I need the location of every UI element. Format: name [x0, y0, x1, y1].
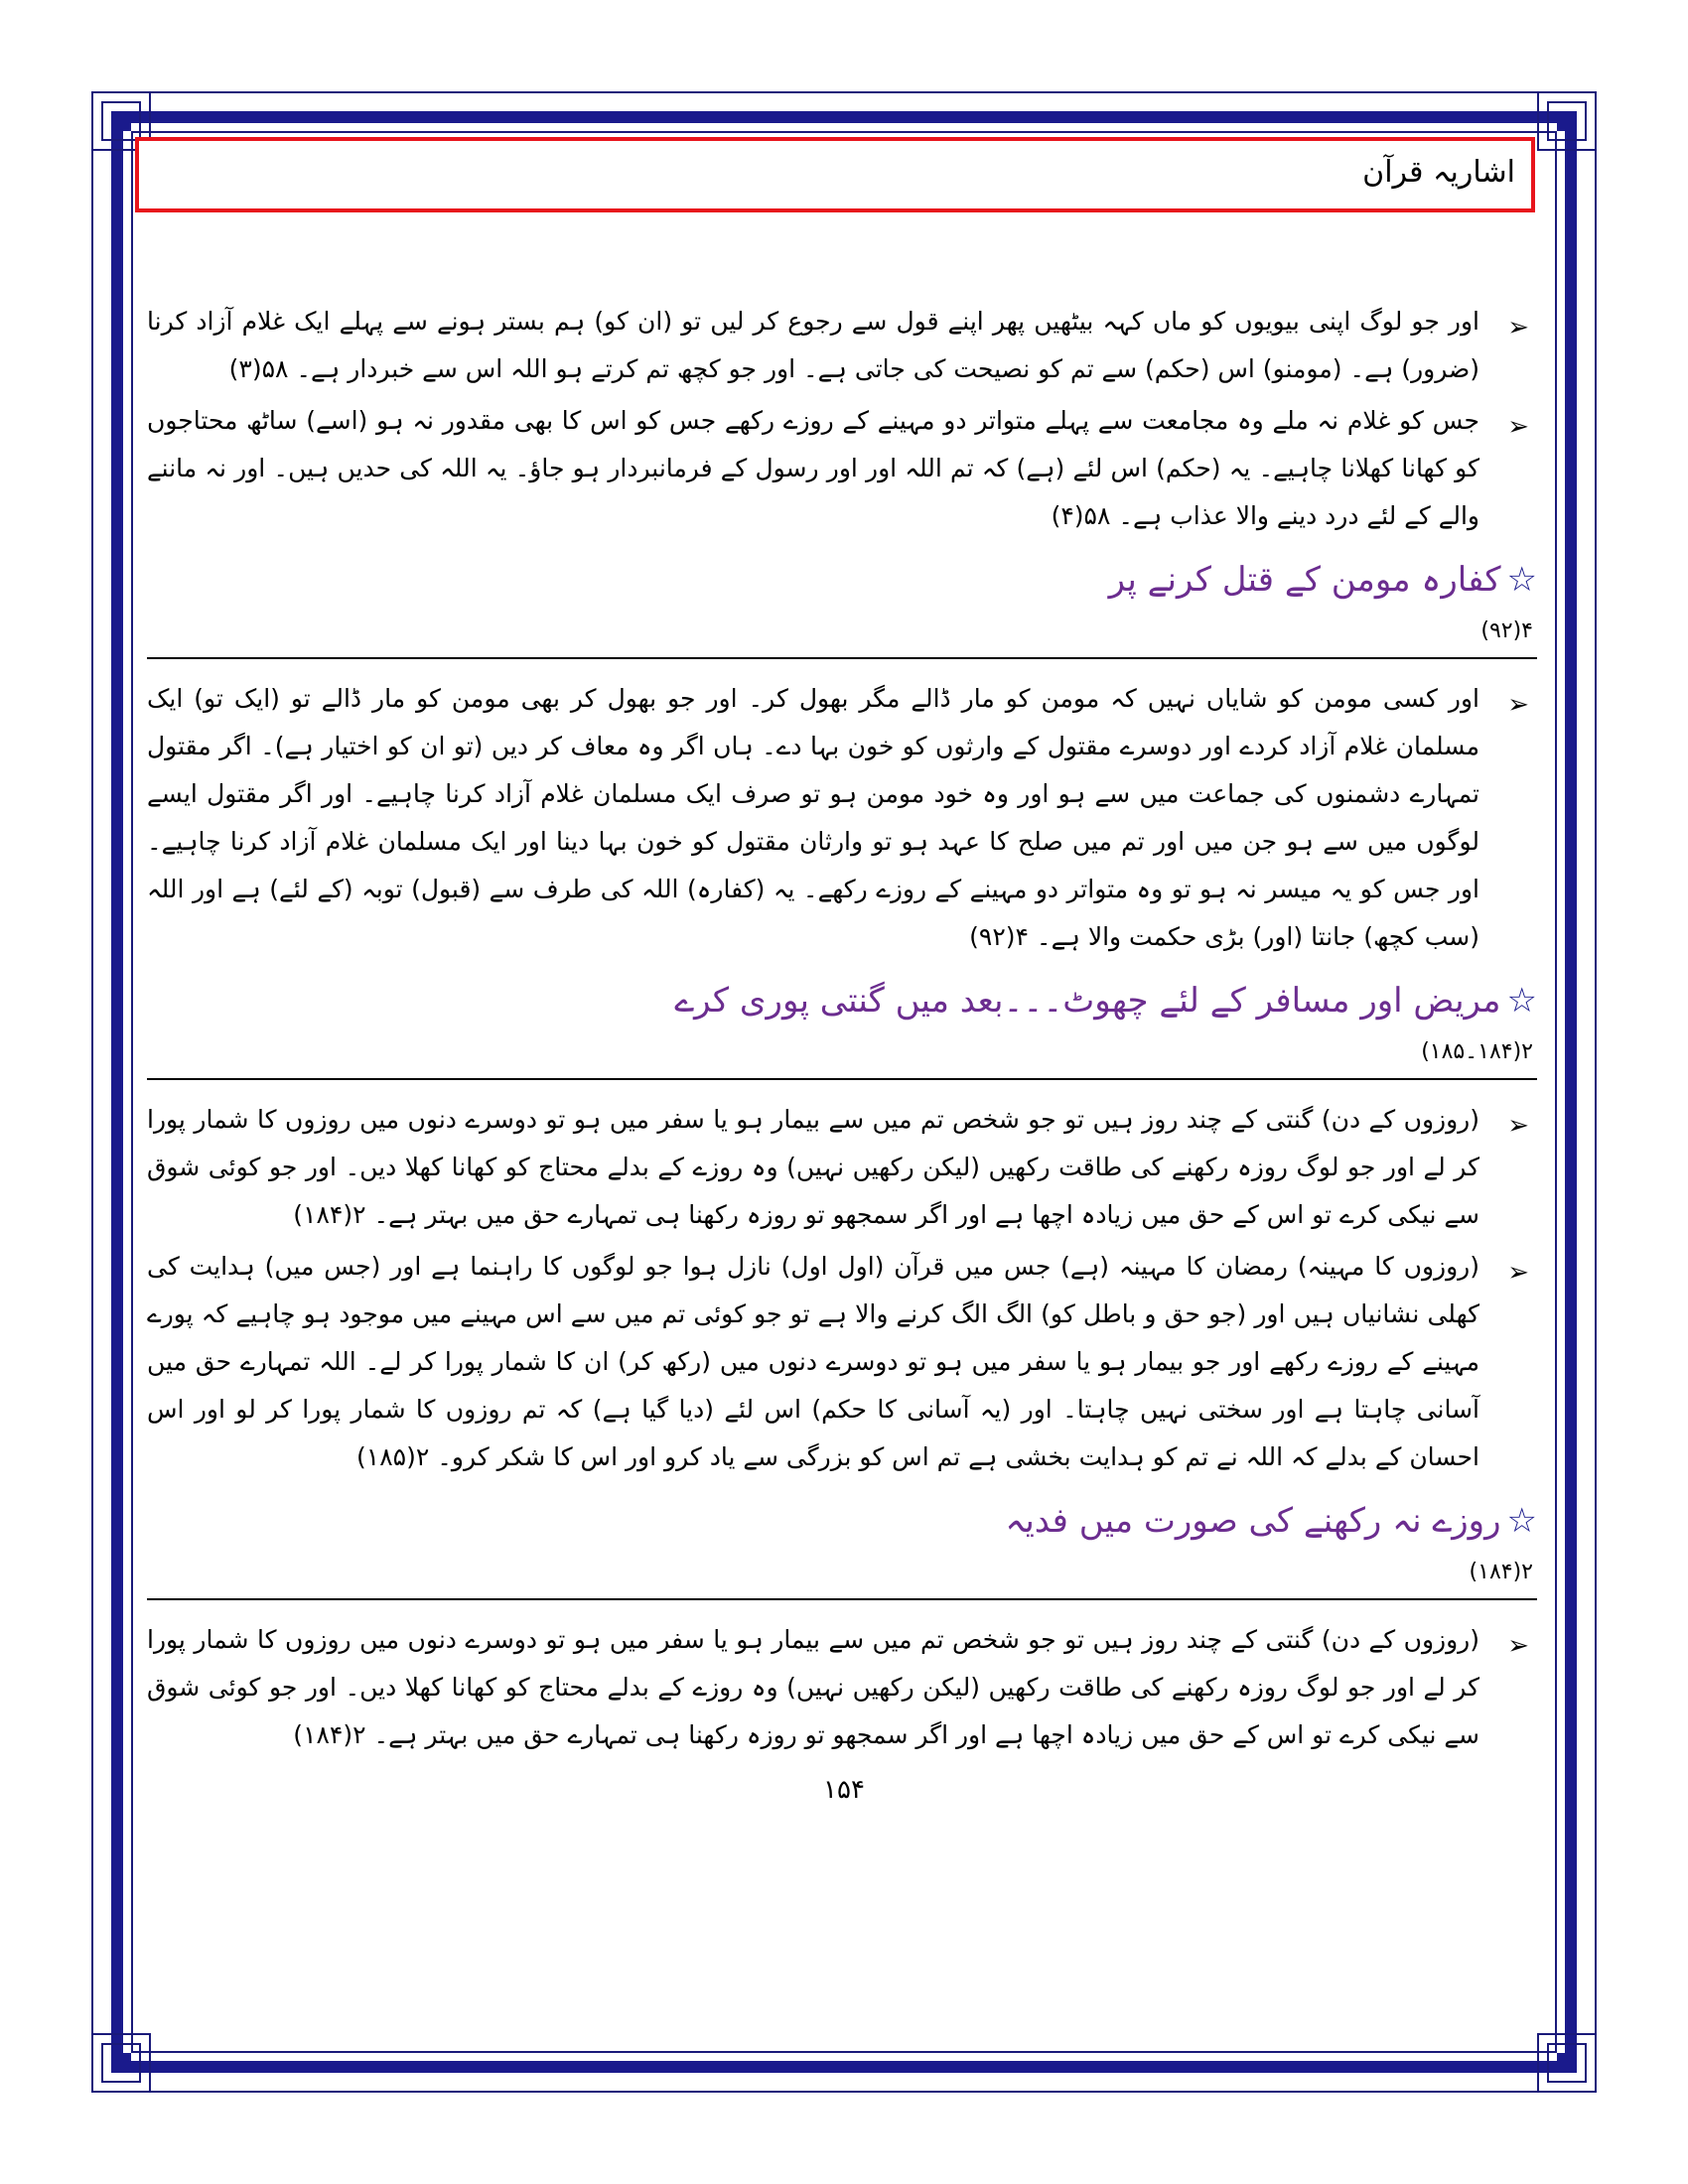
- corner-ornament: [1537, 91, 1597, 151]
- verse-item: [147, 1243, 1537, 1481]
- section-heading: [147, 1495, 1537, 1547]
- verse-text: اور کسی مومن کو شایاں نہیں کہ مومن کو مار ڈالے مگر بھول کر۔ اور جو بھول کر بھی مومن کو مار ڈالے تو (ایک تو) ایک مسلمان غلام آزاد کردے اور دوسرے مقتول کے وارثوں کو خون بہا دے۔ ہاں اگر وہ معاف کر دیں (تو ان کو اختیار ہے)۔ اگر مقتول تمہارے دشمنوں کی جماعت میں سے ہو اور وہ خود مومن ہو تو صرف ایک مسلمان غلام آزاد کرنا چاہیے۔ اور اگر مقتول ایسے لوگوں میں سے ہو جن میں اور تم میں صلح کا عہد ہو تو وارثان مقتول کو خون بہا دینا اور ایک مسلمان غلام آزاد کرنا چاہیے۔ اور جس کو یہ میسر نہ ہو تو وہ متواتر دو مہینے کے روزے رکھے۔ یہ (کفارہ) اللہ کی طرف سے (قبول) توبہ (کے لئے) ہے اور اللہ (سب کچھ) جانتا (اور) بڑی حکمت والا ہے۔ ۴(۹۲): [147, 684, 1479, 951]
- section-heading-text: کفارہ مومن کے قتل کرنے پر: [1108, 560, 1501, 600]
- star-icon: ☆: [1506, 1501, 1537, 1541]
- section-heading: [147, 554, 1537, 606]
- section-heading: [147, 975, 1537, 1026]
- section-reference: ۴(۹۲): [1480, 618, 1533, 643]
- verse-item: [147, 675, 1537, 961]
- page-number: ۱۵۴: [823, 1775, 865, 1805]
- section-heading-text: مریض اور مسافر کے لئے چھوٹ۔۔۔بعد میں گنتی پوری کرے: [674, 981, 1501, 1021]
- verse-text: (روزوں کے دن) گنتی کے چند روز ہیں تو جو شخص تم میں سے بیمار ہو یا سفر میں ہو تو دوسرے دنوں میں روزوں کا شمار پورا کر لے اور جو لوگ روزہ رکھنے کی طاقت رکھیں (لیکن رکھیں نہیں) وہ روزے کے بدلے محتاج کو کھانا کھلا دیں۔ اور جو کوئی شوق سے نیکی کرے تو اس کے حق میں زیادہ اچھا ہے اور اگر سمجھو تو روزہ رکھنا ہی تمہارے حق میں بہتر ہے۔ ۲(۱۸۴): [147, 1625, 1479, 1749]
- header-box: [135, 137, 1535, 212]
- verse-item: [147, 1096, 1537, 1239]
- content-area: [147, 298, 1537, 1763]
- verse-text: (روزوں کا مہینہ) رمضان کا مہینہ (ہے) جس میں قرآن (اول اول) نازل ہوا جو لوگوں کا راہنما ہے اور (جس میں) ہدایت کی کھلی نشانیاں ہیں اور (جو حق و باطل کو) الگ الگ کرنے والا ہے تو جو کوئی تم میں سے اس مہینے میں موجود ہو چاہیے کہ پورے مہینے کے روزے رکھے اور جو بیمار ہو یا سفر میں ہو تو دوسرے دنوں میں (رکھ کر) ان کا شمار پورا کر لے۔ اللہ تمہارے حق میں آسانی چاہتا ہے اور سختی نہیں چاہتا۔ اور (یہ آسانی کا حکم) اس لئے (دیا گیا ہے) کہ تم روزوں کا شمار پورا کر لو اور اس احسان کے بدلے کہ اللہ نے تم کو ہدایت بخشی ہے تم اس کو بزرگی سے یاد کرو اور اس کا شکر کرو۔ ۲(۱۸۵): [147, 1252, 1479, 1471]
- divider: [147, 1598, 1537, 1600]
- section-reference: ۲(۱۸۴۔۱۸۵): [1421, 1039, 1533, 1064]
- arrow-bullet-icon: ➢: [1507, 313, 1529, 342]
- arrow-bullet-icon: ➢: [1507, 1258, 1529, 1288]
- section-heading-text: روزے نہ رکھنے کی صورت میں فدیہ: [1005, 1501, 1501, 1541]
- arrow-bullet-icon: ➢: [1507, 690, 1529, 720]
- divider: [147, 1078, 1537, 1080]
- star-icon: ☆: [1506, 981, 1537, 1021]
- arrow-bullet-icon: ➢: [1507, 1631, 1529, 1661]
- verse-item: [147, 298, 1537, 393]
- page-title: اشاریہ قرآن: [1362, 155, 1515, 190]
- verse-text: (روزوں کے دن) گنتی کے چند روز ہیں تو جو شخص تم میں سے بیمار ہو یا سفر میں ہو تو دوسرے دنوں میں روزوں کا شمار پورا کر لے اور جو لوگ روزہ رکھنے کی طاقت رکھیں (لیکن رکھیں نہیں) وہ روزے کے بدلے محتاج کو کھانا کھلا دیں۔ اور جو کوئی شوق سے نیکی کرے تو اس کے حق میں زیادہ اچھا ہے اور اگر سمجھو تو روزہ رکھنا ہی تمہارے حق میں بہتر ہے۔ ۲(۱۸۴): [147, 1105, 1479, 1229]
- verse-item: [147, 1616, 1537, 1759]
- corner-ornament: [91, 2033, 151, 2093]
- verse-text: جس کو غلام نہ ملے وہ مجامعت سے پہلے متواتر دو مہینے کے روزے رکھے جس کو اس کا بھی مقدور نہ ہو (اسے) ساٹھ محتاجوں کو کھانا کھلانا چاہیے۔ یہ (حکم) اس لئے (ہے) کہ تم اللہ اور اور رسول کے فرمانبردار ہو جاؤ۔ یہ اللہ کی حدیں ہیں۔ اور نہ ماننے والے کے لئے درد دینے والا عذاب ہے۔ ۵۸(۴): [147, 406, 1479, 530]
- star-icon: ☆: [1506, 560, 1537, 600]
- corner-ornament: [1537, 2033, 1597, 2093]
- arrow-bullet-icon: ➢: [1507, 1111, 1529, 1141]
- verse-item: [147, 397, 1537, 540]
- verse-text: اور جو لوگ اپنی بیویوں کو ماں کہہ بیٹھیں پھر اپنے قول سے رجوع کر لیں تو (ان کو) ہم بستر ہونے سے پہلے ایک غلام آزاد کرنا (ضرور) ہے۔ (مومنو) اس (حکم) سے تم کو نصیحت کی جاتی ہے۔ اور جو کچھ تم کرتے ہو اللہ اس سے خبردار ہے۔ ۵۸(۳): [147, 307, 1479, 383]
- arrow-bullet-icon: ➢: [1507, 412, 1529, 442]
- section-reference: ۲(۱۸۴): [1469, 1560, 1533, 1584]
- divider: [147, 657, 1537, 659]
